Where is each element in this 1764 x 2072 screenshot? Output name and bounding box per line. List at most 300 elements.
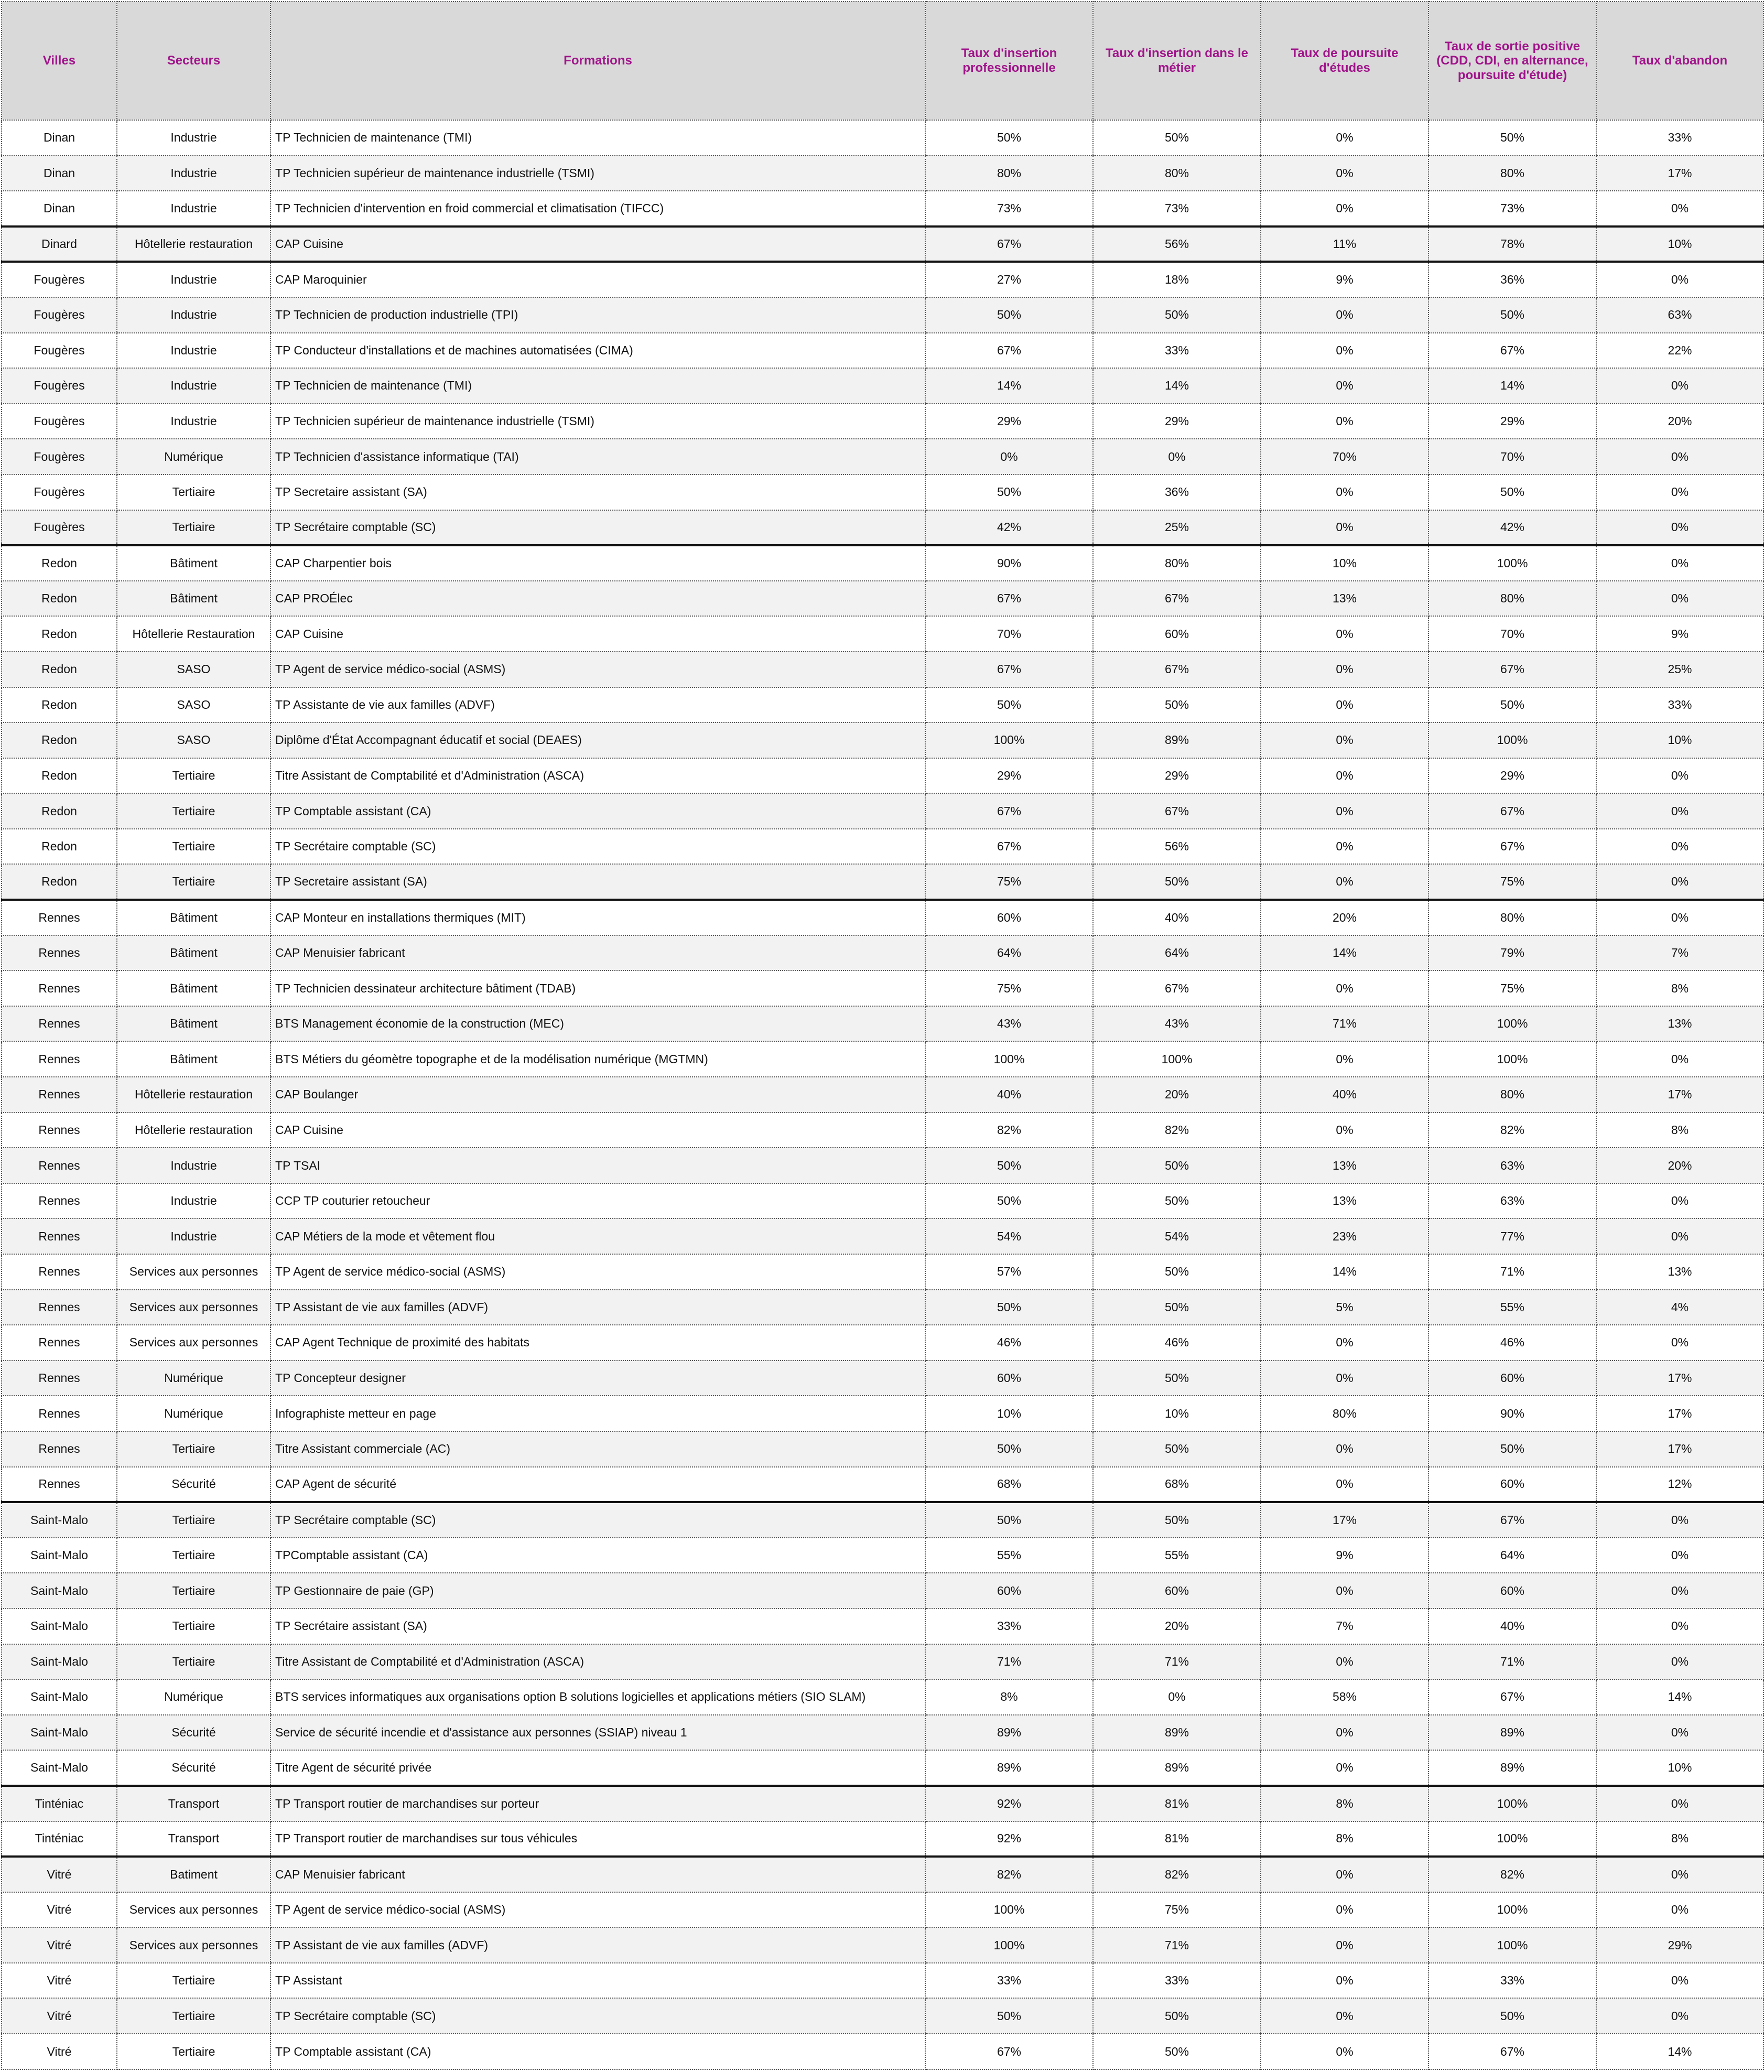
abandon-cell: 0%: [1596, 368, 1763, 404]
secteur-cell: Hôtellerie restauration: [117, 1077, 270, 1113]
formation-cell: CAP Cuisine: [270, 616, 925, 652]
table-row: [2, 616, 1763, 652]
table-row: [2, 1502, 1763, 1538]
formation-cell: CAP Menuisier fabricant: [270, 1857, 925, 1892]
poursuite-etudes-cell: 0%: [1261, 120, 1428, 156]
poursuite-etudes-cell: 0%: [1261, 829, 1428, 865]
ville-cell: Saint-Malo: [2, 1609, 117, 1644]
secteur-cell: Transport: [117, 1821, 270, 1857]
insertion-metier-cell: 60%: [1093, 616, 1261, 652]
ville-cell: Redon: [2, 864, 117, 900]
insertion-pro-cell: 33%: [925, 1609, 1093, 1644]
header-taux-insertion-professionnelle: Taux d'insertion professionnelle: [925, 2, 1093, 120]
abandon-cell: 8%: [1596, 970, 1763, 1006]
insertion-metier-cell: 64%: [1093, 935, 1261, 971]
formation-cell: TP Secrétaire comptable (SC): [270, 1998, 925, 2034]
ville-cell: Saint-Malo: [2, 1679, 117, 1715]
abandon-cell: 14%: [1596, 2034, 1763, 2069]
poursuite-etudes-cell: 0%: [1261, 156, 1428, 191]
ville-cell: Rennes: [2, 1325, 117, 1361]
abandon-cell: 17%: [1596, 156, 1763, 191]
poursuite-etudes-cell: 0%: [1261, 1750, 1428, 1786]
sortie-positive-cell: 55%: [1428, 1290, 1596, 1325]
insertion-metier-cell: 56%: [1093, 226, 1261, 262]
secteur-cell: SASO: [117, 652, 270, 687]
ville-cell: Vitré: [2, 1857, 117, 1892]
insertion-pro-cell: 40%: [925, 1077, 1093, 1113]
ville-cell: Rennes: [2, 1113, 117, 1148]
insertion-metier-cell: 80%: [1093, 545, 1261, 581]
insertion-metier-cell: 50%: [1093, 1183, 1261, 1219]
table-row: [2, 439, 1763, 474]
insertion-pro-cell: 67%: [925, 333, 1093, 369]
sortie-positive-cell: 90%: [1428, 1396, 1596, 1431]
table-row: [2, 1431, 1763, 1467]
table-row: [2, 1998, 1763, 2034]
table-row: [2, 829, 1763, 865]
abandon-cell: 0%: [1596, 1502, 1763, 1538]
insertion-pro-cell: 75%: [925, 970, 1093, 1006]
secteur-cell: Hôtellerie restauration: [117, 226, 270, 262]
secteur-cell: Sécurité: [117, 1750, 270, 1786]
insertion-pro-cell: 80%: [925, 156, 1093, 191]
poursuite-etudes-cell: 0%: [1261, 1892, 1428, 1928]
ville-cell: Redon: [2, 652, 117, 687]
poursuite-etudes-cell: 0%: [1261, 333, 1428, 369]
insertion-metier-cell: 67%: [1093, 652, 1261, 687]
abandon-cell: 0%: [1596, 1963, 1763, 1999]
insertion-metier-cell: 80%: [1093, 156, 1261, 191]
insertion-metier-cell: 43%: [1093, 1006, 1261, 1042]
poursuite-etudes-cell: 0%: [1261, 616, 1428, 652]
insertion-pro-cell: 100%: [925, 1927, 1093, 1963]
formation-cell: CAP Agent Technique de proximité des habitats: [270, 1325, 925, 1361]
poursuite-etudes-cell: 0%: [1261, 1573, 1428, 1609]
formation-cell: BTS Management économie de la construction (MEC): [270, 1006, 925, 1042]
table-row: [2, 581, 1763, 617]
insertion-pro-cell: 60%: [925, 1573, 1093, 1609]
table-header-row: [2, 2, 1763, 120]
ville-cell: Vitré: [2, 2034, 117, 2069]
insertion-metier-cell: 0%: [1093, 439, 1261, 474]
abandon-cell: 0%: [1596, 510, 1763, 546]
ville-cell: Fougères: [2, 297, 117, 333]
abandon-cell: 8%: [1596, 1821, 1763, 1857]
ville-cell: Rennes: [2, 1254, 117, 1290]
ville-cell: Rennes: [2, 1218, 117, 1254]
secteur-cell: Numérique: [117, 1679, 270, 1715]
poursuite-etudes-cell: 9%: [1261, 1538, 1428, 1573]
sortie-positive-cell: 67%: [1428, 1502, 1596, 1538]
ville-cell: Rennes: [2, 935, 117, 971]
secteur-cell: Services aux personnes: [117, 1892, 270, 1928]
sortie-positive-cell: 80%: [1428, 581, 1596, 617]
abandon-cell: 12%: [1596, 1467, 1763, 1503]
insertion-metier-cell: 18%: [1093, 262, 1261, 297]
sortie-positive-cell: 79%: [1428, 935, 1596, 971]
secteur-cell: Bâtiment: [117, 1041, 270, 1077]
secteur-cell: Numérique: [117, 1361, 270, 1396]
table-row: [2, 1290, 1763, 1325]
insertion-metier-cell: 50%: [1093, 120, 1261, 156]
secteur-cell: Tertiaire: [117, 1573, 270, 1609]
insertion-pro-cell: 33%: [925, 1963, 1093, 1999]
formation-cell: CAP Menuisier fabricant: [270, 935, 925, 971]
insertion-pro-cell: 67%: [925, 226, 1093, 262]
sortie-positive-cell: 80%: [1428, 156, 1596, 191]
secteur-cell: Industrie: [117, 191, 270, 226]
formation-cell: TP Agent de service médico-social (ASMS): [270, 1254, 925, 1290]
ville-cell: Saint-Malo: [2, 1538, 117, 1573]
insertion-metier-cell: 73%: [1093, 191, 1261, 226]
secteur-cell: Industrie: [117, 404, 270, 439]
table-row: [2, 1077, 1763, 1113]
insertion-pro-cell: 29%: [925, 404, 1093, 439]
table-row: [2, 262, 1763, 297]
secteur-cell: Tertiaire: [117, 474, 270, 510]
insertion-metier-cell: 46%: [1093, 1325, 1261, 1361]
formation-cell: TP Technicien de production industrielle (TPI): [270, 297, 925, 333]
sortie-positive-cell: 89%: [1428, 1715, 1596, 1751]
secteur-cell: Industrie: [117, 333, 270, 369]
table-row: [2, 226, 1763, 262]
sortie-positive-cell: 80%: [1428, 1077, 1596, 1113]
table-row: [2, 404, 1763, 439]
insertion-metier-cell: 50%: [1093, 1254, 1261, 1290]
formation-cell: TP Technicien dessinateur architecture bâtiment (TDAB): [270, 970, 925, 1006]
ville-cell: Vitré: [2, 1927, 117, 1963]
formation-cell: CAP Agent de sécurité: [270, 1467, 925, 1503]
abandon-cell: 0%: [1596, 793, 1763, 829]
formation-cell: Titre Assistant commerciale (AC): [270, 1431, 925, 1467]
formation-cell: CAP PROÉlec: [270, 581, 925, 617]
formation-cell: TP Transport routier de marchandises sur tous véhicules: [270, 1821, 925, 1857]
sortie-positive-cell: 63%: [1428, 1148, 1596, 1183]
ville-cell: Redon: [2, 722, 117, 758]
insertion-pro-cell: 29%: [925, 758, 1093, 794]
poursuite-etudes-cell: 0%: [1261, 1467, 1428, 1503]
secteur-cell: Sécurité: [117, 1715, 270, 1751]
insertion-metier-cell: 54%: [1093, 1218, 1261, 1254]
poursuite-etudes-cell: 23%: [1261, 1218, 1428, 1254]
insertion-pro-cell: 82%: [925, 1113, 1093, 1148]
ville-cell: Rennes: [2, 1183, 117, 1219]
formation-cell: Service de sécurité incendie et d'assistance aux personnes (SSIAP) niveau 1: [270, 1715, 925, 1751]
insertion-metier-cell: 71%: [1093, 1644, 1261, 1680]
sortie-positive-cell: 50%: [1428, 474, 1596, 510]
insertion-pro-cell: 67%: [925, 581, 1093, 617]
poursuite-etudes-cell: 58%: [1261, 1679, 1428, 1715]
abandon-cell: 25%: [1596, 652, 1763, 687]
ville-cell: Redon: [2, 687, 117, 723]
table-row: [2, 1361, 1763, 1396]
insertion-pro-cell: 82%: [925, 1857, 1093, 1892]
insertion-metier-cell: 67%: [1093, 793, 1261, 829]
insertion-metier-cell: 50%: [1093, 297, 1261, 333]
table-row: [2, 368, 1763, 404]
ville-cell: Rennes: [2, 970, 117, 1006]
insertion-metier-cell: 81%: [1093, 1821, 1261, 1857]
insertion-metier-cell: 29%: [1093, 404, 1261, 439]
abandon-cell: 0%: [1596, 474, 1763, 510]
table-row: [2, 793, 1763, 829]
poursuite-etudes-cell: 0%: [1261, 864, 1428, 900]
ville-cell: Rennes: [2, 1396, 117, 1431]
insertion-pro-cell: 54%: [925, 1218, 1093, 1254]
formation-cell: Infographiste metteur en page: [270, 1396, 925, 1431]
formation-cell: BTS Métiers du géomètre topographe et de la modélisation numérique (MGTMN): [270, 1041, 925, 1077]
secteur-cell: Tertiaire: [117, 1998, 270, 2034]
secteur-cell: Industrie: [117, 1183, 270, 1219]
poursuite-etudes-cell: 9%: [1261, 262, 1428, 297]
formation-cell: TP Secretaire assistant (SA): [270, 474, 925, 510]
insertion-metier-cell: 40%: [1093, 900, 1261, 935]
insertion-metier-cell: 71%: [1093, 1927, 1261, 1963]
formation-cell: CAP Boulanger: [270, 1077, 925, 1113]
insertion-metier-cell: 89%: [1093, 1750, 1261, 1786]
formation-cell: TP Assistant: [270, 1963, 925, 1999]
table-row: [2, 900, 1763, 935]
ville-cell: Redon: [2, 758, 117, 794]
sortie-positive-cell: 78%: [1428, 226, 1596, 262]
insertion-metier-cell: 29%: [1093, 758, 1261, 794]
abandon-cell: 22%: [1596, 333, 1763, 369]
poursuite-etudes-cell: 0%: [1261, 1041, 1428, 1077]
table-row: [2, 1006, 1763, 1042]
poursuite-etudes-cell: 0%: [1261, 404, 1428, 439]
insertion-metier-cell: 50%: [1093, 1502, 1261, 1538]
secteur-cell: SASO: [117, 687, 270, 723]
insertion-metier-cell: 33%: [1093, 333, 1261, 369]
secteur-cell: Tertiaire: [117, 793, 270, 829]
abandon-cell: 0%: [1596, 1857, 1763, 1892]
ville-cell: Saint-Malo: [2, 1502, 117, 1538]
abandon-cell: 13%: [1596, 1254, 1763, 1290]
table-row: [2, 687, 1763, 723]
abandon-cell: 8%: [1596, 1113, 1763, 1148]
insertion-pro-cell: 57%: [925, 1254, 1093, 1290]
sortie-positive-cell: 82%: [1428, 1113, 1596, 1148]
sortie-positive-cell: 77%: [1428, 1218, 1596, 1254]
secteur-cell: Tertiaire: [117, 1538, 270, 1573]
poursuite-etudes-cell: 0%: [1261, 1927, 1428, 1963]
abandon-cell: 13%: [1596, 1006, 1763, 1042]
insertion-pro-cell: 90%: [925, 545, 1093, 581]
secteur-cell: SASO: [117, 722, 270, 758]
table-row: [2, 1254, 1763, 1290]
insertion-pro-cell: 67%: [925, 829, 1093, 865]
abandon-cell: 10%: [1596, 226, 1763, 262]
insertion-pro-cell: 68%: [925, 1467, 1093, 1503]
insertion-pro-cell: 8%: [925, 1679, 1093, 1715]
poursuite-etudes-cell: 0%: [1261, 1998, 1428, 2034]
ville-cell: Tinténiac: [2, 1786, 117, 1821]
secteur-cell: Sécurité: [117, 1467, 270, 1503]
secteur-cell: Bâtiment: [117, 1006, 270, 1042]
abandon-cell: 17%: [1596, 1396, 1763, 1431]
insertion-pro-cell: 50%: [925, 474, 1093, 510]
formation-cell: Titre Assistant de Comptabilité et d'Administration (ASCA): [270, 758, 925, 794]
insertion-pro-cell: 50%: [925, 120, 1093, 156]
poursuite-etudes-cell: 14%: [1261, 935, 1428, 971]
ville-cell: Rennes: [2, 900, 117, 935]
abandon-cell: 0%: [1596, 1786, 1763, 1821]
poursuite-etudes-cell: 20%: [1261, 900, 1428, 935]
abandon-cell: 0%: [1596, 191, 1763, 226]
insertion-metier-cell: 50%: [1093, 687, 1261, 723]
ville-cell: Redon: [2, 616, 117, 652]
table-row: [2, 510, 1763, 546]
sortie-positive-cell: 42%: [1428, 510, 1596, 546]
formation-cell: TP Secrétaire comptable (SC): [270, 1502, 925, 1538]
sortie-positive-cell: 60%: [1428, 1467, 1596, 1503]
formation-cell: TP Comptable assistant (CA): [270, 793, 925, 829]
table-row: [2, 1750, 1763, 1786]
ville-cell: Dinan: [2, 191, 117, 226]
ville-cell: Rennes: [2, 1077, 117, 1113]
table-row: [2, 1148, 1763, 1183]
abandon-cell: 63%: [1596, 297, 1763, 333]
formation-cell: TP Technicien de maintenance (TMI): [270, 120, 925, 156]
abandon-cell: 0%: [1596, 1573, 1763, 1609]
table-row: [2, 1857, 1763, 1892]
insertion-pro-cell: 71%: [925, 1644, 1093, 1680]
poursuite-etudes-cell: 0%: [1261, 687, 1428, 723]
abandon-cell: 0%: [1596, 1715, 1763, 1751]
secteur-cell: Bâtiment: [117, 545, 270, 581]
secteur-cell: Services aux personnes: [117, 1927, 270, 1963]
ville-cell: Rennes: [2, 1467, 117, 1503]
sortie-positive-cell: 80%: [1428, 900, 1596, 935]
table-row: [2, 545, 1763, 581]
poursuite-etudes-cell: 8%: [1261, 1821, 1428, 1857]
poursuite-etudes-cell: 13%: [1261, 1148, 1428, 1183]
table-row: [2, 120, 1763, 156]
insertion-metier-cell: 89%: [1093, 722, 1261, 758]
sortie-positive-cell: 89%: [1428, 1750, 1596, 1786]
sortie-positive-cell: 50%: [1428, 1998, 1596, 2034]
abandon-cell: 14%: [1596, 1679, 1763, 1715]
insertion-pro-cell: 50%: [925, 1998, 1093, 2034]
abandon-cell: 0%: [1596, 1325, 1763, 1361]
formation-cell: TP Secretaire assistant (SA): [270, 864, 925, 900]
results-table: [1, 1, 1764, 2070]
insertion-metier-cell: 50%: [1093, 1290, 1261, 1325]
abandon-cell: 0%: [1596, 581, 1763, 617]
secteur-cell: Tertiaire: [117, 829, 270, 865]
sortie-positive-cell: 67%: [1428, 793, 1596, 829]
abandon-cell: 0%: [1596, 262, 1763, 297]
table-row: [2, 1963, 1763, 1999]
table-row: [2, 2034, 1763, 2069]
abandon-cell: 10%: [1596, 722, 1763, 758]
poursuite-etudes-cell: 11%: [1261, 226, 1428, 262]
poursuite-etudes-cell: 0%: [1261, 1431, 1428, 1467]
table-row: [2, 722, 1763, 758]
sortie-positive-cell: 100%: [1428, 1041, 1596, 1077]
insertion-pro-cell: 64%: [925, 935, 1093, 971]
poursuite-etudes-cell: 5%: [1261, 1290, 1428, 1325]
table-row: [2, 864, 1763, 900]
secteur-cell: Tertiaire: [117, 758, 270, 794]
insertion-metier-cell: 50%: [1093, 1431, 1261, 1467]
secteur-cell: Industrie: [117, 368, 270, 404]
formation-cell: TP Comptable assistant (CA): [270, 2034, 925, 2069]
poursuite-etudes-cell: 71%: [1261, 1006, 1428, 1042]
ville-cell: Rennes: [2, 1041, 117, 1077]
sortie-positive-cell: 100%: [1428, 1927, 1596, 1963]
secteur-cell: Tertiaire: [117, 1963, 270, 1999]
poursuite-etudes-cell: 70%: [1261, 439, 1428, 474]
sortie-positive-cell: 46%: [1428, 1325, 1596, 1361]
insertion-pro-cell: 73%: [925, 191, 1093, 226]
abandon-cell: 33%: [1596, 687, 1763, 723]
poursuite-etudes-cell: 13%: [1261, 581, 1428, 617]
sortie-positive-cell: 29%: [1428, 758, 1596, 794]
ville-cell: Dinan: [2, 156, 117, 191]
insertion-pro-cell: 100%: [925, 722, 1093, 758]
poursuite-etudes-cell: 0%: [1261, 1644, 1428, 1680]
insertion-pro-cell: 27%: [925, 262, 1093, 297]
formation-cell: Titre Agent de sécurité privée: [270, 1750, 925, 1786]
sortie-positive-cell: 60%: [1428, 1361, 1596, 1396]
secteur-cell: Tertiaire: [117, 864, 270, 900]
table-row: [2, 156, 1763, 191]
insertion-metier-cell: 67%: [1093, 581, 1261, 617]
sortie-positive-cell: 36%: [1428, 262, 1596, 297]
insertion-metier-cell: 20%: [1093, 1077, 1261, 1113]
insertion-pro-cell: 67%: [925, 652, 1093, 687]
sortie-positive-cell: 40%: [1428, 1609, 1596, 1644]
formation-cell: TP Agent de service médico-social (ASMS): [270, 1892, 925, 1928]
formation-cell: TP Secrétaire comptable (SC): [270, 829, 925, 865]
table-row: [2, 1325, 1763, 1361]
sortie-positive-cell: 29%: [1428, 404, 1596, 439]
secteur-cell: Bâtiment: [117, 900, 270, 935]
poursuite-etudes-cell: 7%: [1261, 1609, 1428, 1644]
abandon-cell: 0%: [1596, 1218, 1763, 1254]
secteur-cell: Tertiaire: [117, 2034, 270, 2069]
insertion-metier-cell: 81%: [1093, 1786, 1261, 1821]
formation-cell: CAP Cuisine: [270, 226, 925, 262]
formation-cell: CAP Monteur en installations thermiques (MIT): [270, 900, 925, 935]
insertion-pro-cell: 43%: [925, 1006, 1093, 1042]
sortie-positive-cell: 100%: [1428, 1006, 1596, 1042]
abandon-cell: 0%: [1596, 1183, 1763, 1219]
insertion-pro-cell: 75%: [925, 864, 1093, 900]
ville-cell: Rennes: [2, 1148, 117, 1183]
insertion-metier-cell: 50%: [1093, 1998, 1261, 2034]
sortie-positive-cell: 67%: [1428, 829, 1596, 865]
secteur-cell: Services aux personnes: [117, 1290, 270, 1325]
sortie-positive-cell: 67%: [1428, 652, 1596, 687]
insertion-pro-cell: 60%: [925, 900, 1093, 935]
formation-cell: TPComptable assistant (CA): [270, 1538, 925, 1573]
sortie-positive-cell: 71%: [1428, 1644, 1596, 1680]
poursuite-etudes-cell: 0%: [1261, 793, 1428, 829]
sortie-positive-cell: 67%: [1428, 2034, 1596, 2069]
table-row: [2, 1218, 1763, 1254]
insertion-pro-cell: 92%: [925, 1821, 1093, 1857]
abandon-cell: 0%: [1596, 758, 1763, 794]
sortie-positive-cell: 50%: [1428, 1431, 1596, 1467]
ville-cell: Fougères: [2, 474, 117, 510]
table-row: [2, 1609, 1763, 1644]
abandon-cell: 0%: [1596, 439, 1763, 474]
poursuite-etudes-cell: 0%: [1261, 652, 1428, 687]
secteur-cell: Bâtiment: [117, 581, 270, 617]
insertion-metier-cell: 67%: [1093, 970, 1261, 1006]
